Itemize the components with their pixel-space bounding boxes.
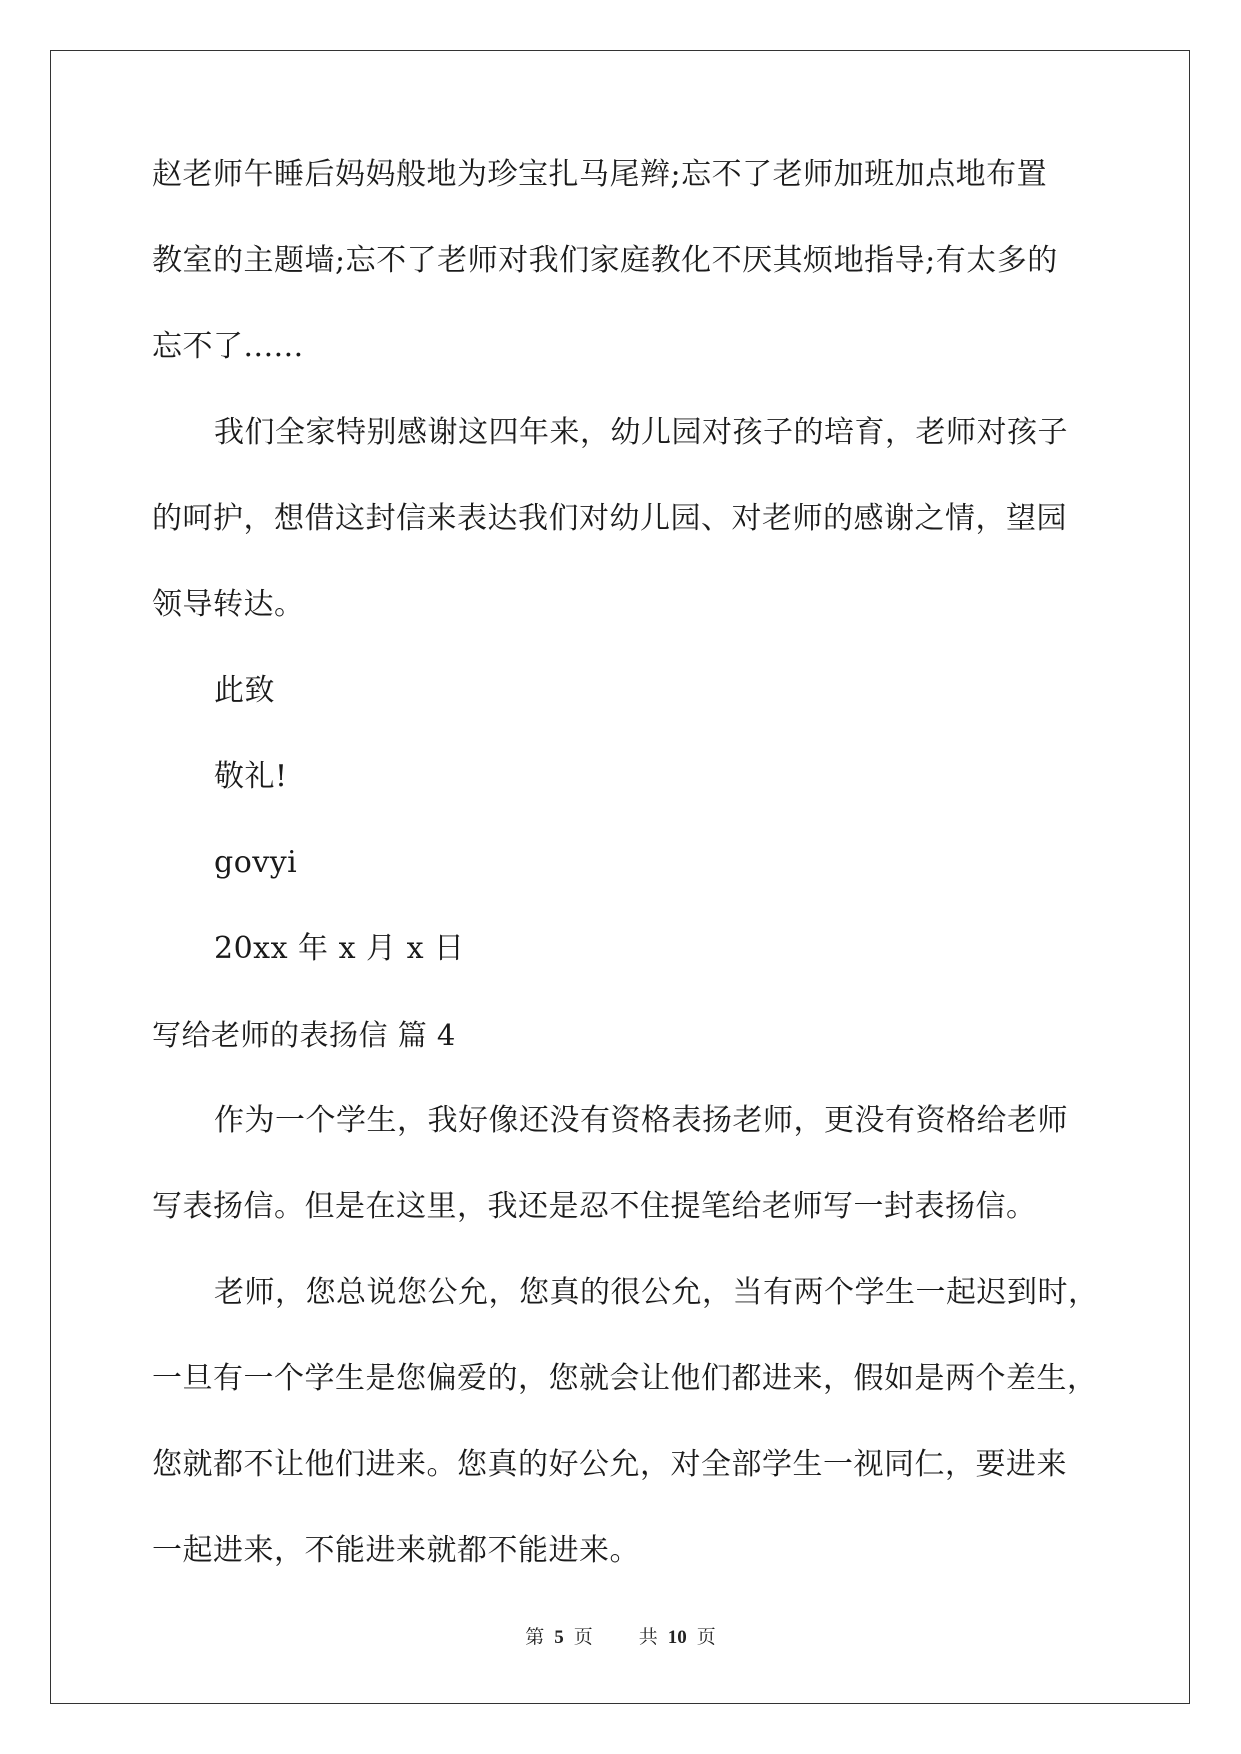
paragraph-line: 一旦有一个学生是您偏爱的，您就会让他们都进来，假如是两个差生，	[152, 1361, 1098, 1396]
total-prefix: 共	[638, 1626, 658, 1648]
section-heading: 写给老师的表扬信 篇 4	[152, 1018, 456, 1052]
paragraph-line: 赵老师午睡后妈妈般地为珍宝扎马尾辫;忘不了老师加班加点地布置	[152, 157, 1048, 192]
letter-date: 20xx 年 x 月 x 日	[214, 931, 465, 966]
paragraph-line: 我们全家特别感谢这四年来，幼儿园对孩子的培育，老师对孩子	[214, 415, 1068, 450]
document-body	[152, 157, 1099, 1622]
page-suffix: 页	[573, 1626, 593, 1648]
page-prefix: 第	[525, 1626, 545, 1648]
page-footer	[0, 1622, 1241, 1649]
paragraph-line: 写表扬信。但是在这里，我还是忍不住提笔给老师写一封表扬信。	[152, 1189, 1037, 1224]
paragraph-line: 领导转达。	[152, 587, 305, 622]
page-total	[629, 1626, 726, 1648]
total-suffix: 页	[696, 1626, 716, 1648]
paragraph-line: 的呵护，想借这封信来表达我们对幼儿园、对老师的感谢之情，望园	[152, 501, 1067, 536]
paragraph-line: 教室的主题墙;忘不了老师对我们家庭教化不厌其烦地指导;有太多的	[152, 243, 1058, 278]
paragraph-line: 忘不了......	[152, 329, 304, 364]
page-number	[515, 1626, 603, 1648]
current-page: 5	[554, 1627, 564, 1648]
paragraph-line: 一起进来，不能进来就都不能进来。	[152, 1533, 640, 1568]
paragraph-line: 老师，您总说您公允，您真的很公允，当有两个学生一起迟到时，	[214, 1275, 1099, 1310]
total-pages: 10	[667, 1627, 687, 1648]
signature: govyi	[214, 845, 298, 880]
paragraph-line: 作为一个学生，我好像还没有资格表扬老师，更没有资格给老师	[214, 1103, 1068, 1138]
paragraph-line: 您就都不让他们进来。您真的好公允，对全部学生一视同仁，要进来	[152, 1447, 1067, 1482]
closing-regards: 敬礼!	[214, 759, 288, 794]
closing-salutation: 此致	[214, 673, 275, 708]
